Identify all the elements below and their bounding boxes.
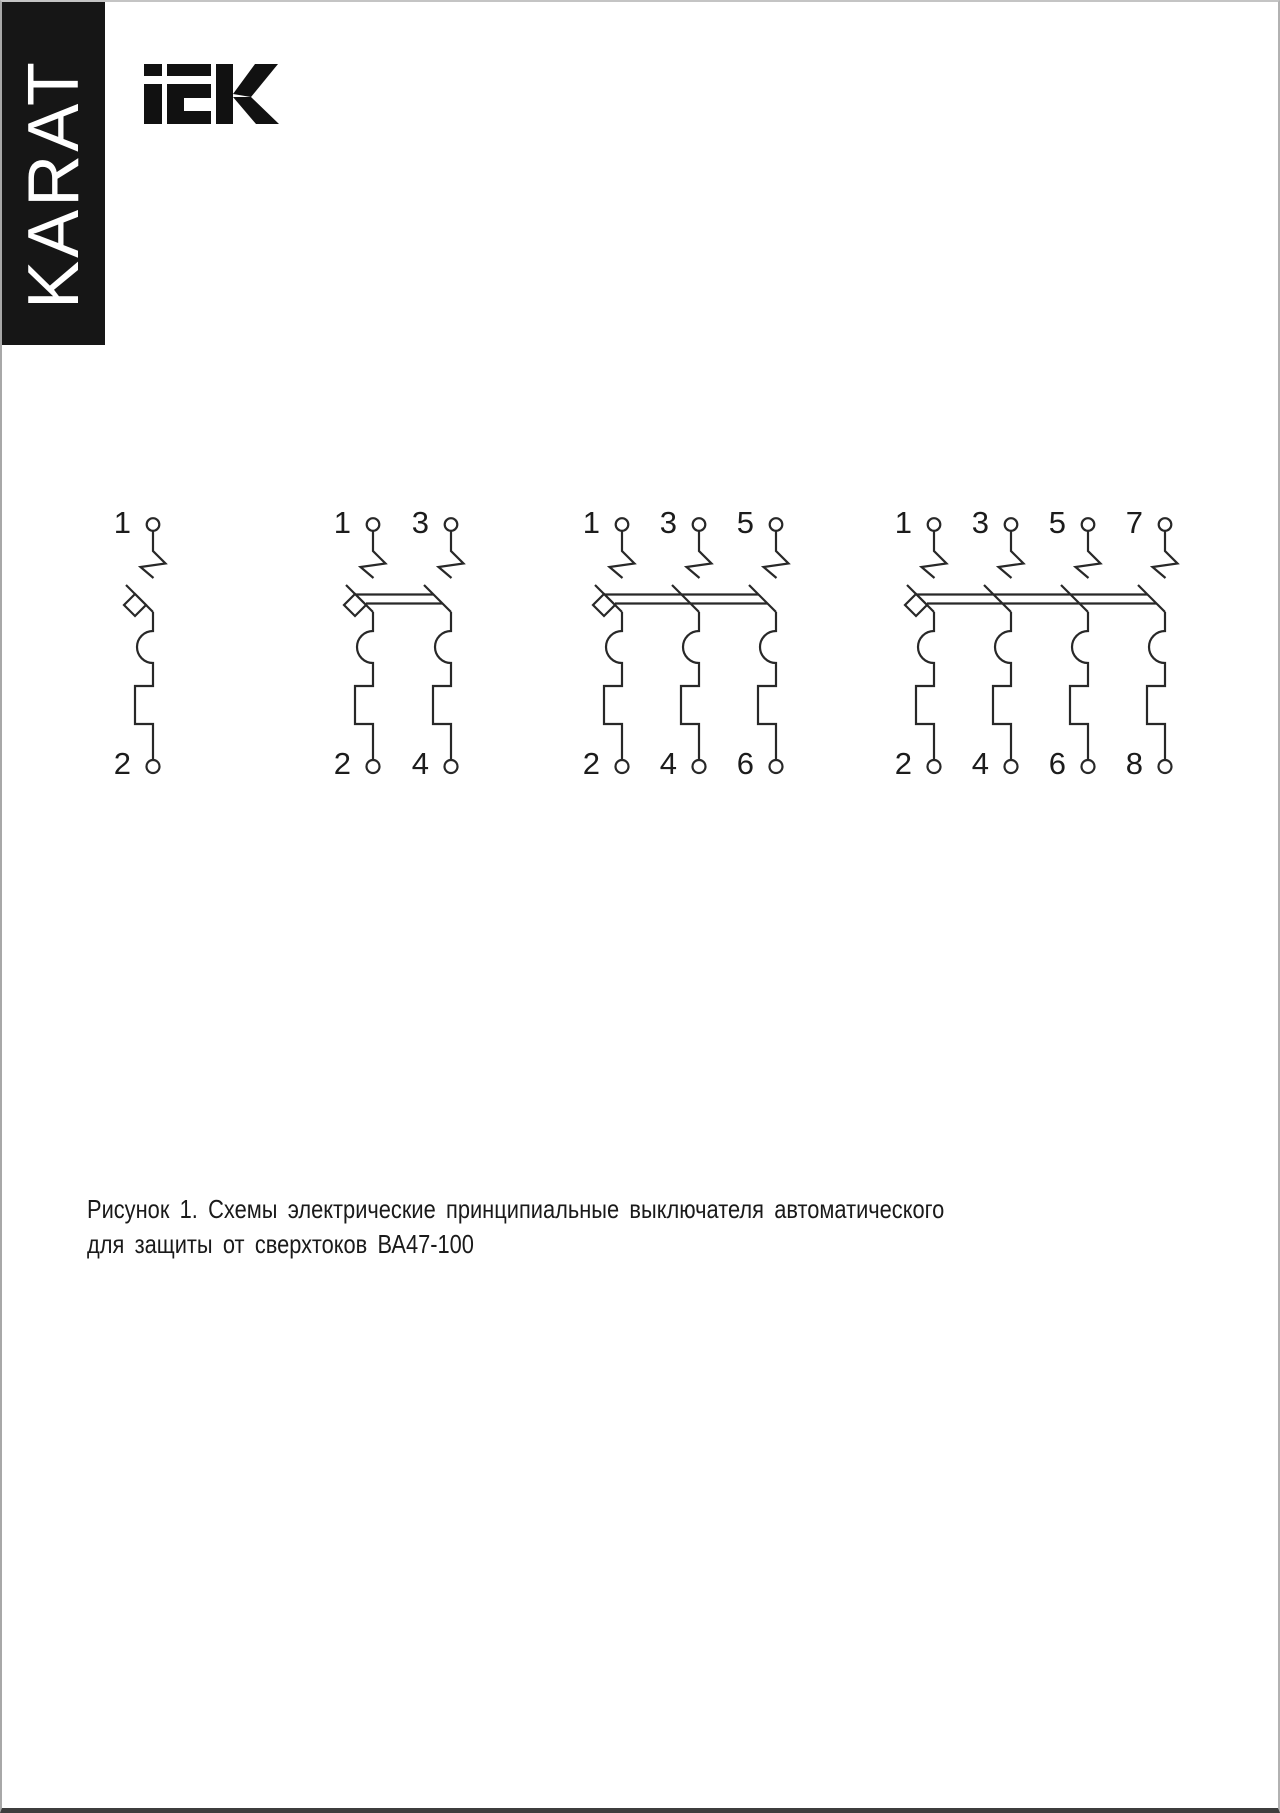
- trip-arrow-icon: [1153, 532, 1178, 579]
- terminal-label-top: 1: [333, 505, 351, 540]
- terminal-label-top: 1: [894, 505, 912, 540]
- terminal-circle-bottom: [367, 760, 380, 773]
- terminal-label-bottom: 2: [113, 746, 131, 781]
- release-elements-path: [135, 612, 153, 760]
- iek-logo-icon: [144, 60, 280, 126]
- breaker-pole: [737, 505, 789, 781]
- terminal-label-bottom: 2: [333, 746, 351, 781]
- release-elements-path: [916, 612, 934, 760]
- schematic-1-pole: [114, 505, 166, 781]
- terminal-label-bottom: 6: [1048, 746, 1066, 781]
- terminal-label-bottom: 4: [411, 746, 429, 781]
- release-mechanism-square-icon: [905, 594, 927, 616]
- contact-blade: [1061, 585, 1088, 612]
- figure-caption-line1: Рисунок 1. Схемы электрические принципиальные выключателя автоматического: [87, 1194, 945, 1224]
- release-elements-path: [1147, 612, 1165, 760]
- terminal-label-bottom: 2: [582, 746, 600, 781]
- terminal-label-top: 1: [113, 505, 131, 540]
- terminal-label-top: 5: [736, 505, 754, 540]
- trip-arrow-icon: [764, 532, 789, 579]
- trip-arrow-icon: [439, 532, 464, 579]
- terminal-circle-top: [147, 518, 160, 531]
- breaker-pole: [972, 505, 1024, 781]
- terminal-label-top: 1: [582, 505, 600, 540]
- trip-arrow-icon: [922, 532, 947, 579]
- trip-arrow-icon: [361, 532, 386, 579]
- terminal-circle-top: [770, 518, 783, 531]
- release-elements-path: [1070, 612, 1088, 760]
- terminal-label-bottom: 6: [736, 746, 754, 781]
- contact-blade: [672, 585, 699, 612]
- figure-caption-line2: для защиты от сверхтоков ВА47-100: [87, 1229, 474, 1259]
- contact-blade: [1138, 585, 1165, 612]
- breaker-pole: [660, 505, 712, 781]
- terminal-circle-top: [693, 518, 706, 531]
- release-elements-path: [604, 612, 622, 760]
- terminal-label-top: 3: [659, 505, 677, 540]
- terminal-circle-top: [616, 518, 629, 531]
- release-elements-path: [758, 612, 776, 760]
- terminal-circle-bottom: [928, 760, 941, 773]
- schematic-2-pole: [334, 505, 464, 781]
- terminal-label-top: 3: [971, 505, 989, 540]
- terminal-circle-bottom: [1082, 760, 1095, 773]
- terminal-label-bottom: 2: [894, 746, 912, 781]
- figure-caption: [87, 1192, 944, 1262]
- release-mechanism-square-icon: [124, 594, 146, 616]
- terminal-circle-top: [1005, 518, 1018, 531]
- breaker-pole: [114, 505, 166, 781]
- terminal-circle-bottom: [1005, 760, 1018, 773]
- release-elements-path: [993, 612, 1011, 760]
- terminal-circle-bottom: [770, 760, 783, 773]
- contact-blade: [749, 585, 776, 612]
- terminal-circle-bottom: [616, 760, 629, 773]
- trip-arrow-icon: [610, 532, 635, 579]
- karat-sidebar-band: [2, 2, 105, 345]
- terminal-circle-bottom: [445, 760, 458, 773]
- trip-arrow-icon: [999, 532, 1024, 579]
- terminal-circle-top: [1082, 518, 1095, 531]
- terminal-label-bottom: 8: [1125, 746, 1143, 781]
- trip-arrow-icon: [687, 532, 712, 579]
- terminal-circle-bottom: [147, 760, 160, 773]
- terminal-label-top: 3: [411, 505, 429, 540]
- terminal-label-bottom: 4: [659, 746, 677, 781]
- breaker-pole: [895, 505, 947, 781]
- terminal-circle-top: [928, 518, 941, 531]
- release-mechanism-square-icon: [593, 594, 615, 616]
- release-mechanism-square-icon: [344, 594, 366, 616]
- contact-blade: [984, 585, 1011, 612]
- breaker-pole: [412, 505, 464, 781]
- terminal-label-top: 5: [1048, 505, 1066, 540]
- breaker-pole: [583, 505, 635, 781]
- terminal-label-top: 7: [1125, 505, 1143, 540]
- release-elements-path: [355, 612, 373, 760]
- breaker-schematics-figure: [2, 492, 1280, 812]
- breaker-pole: [1049, 505, 1101, 781]
- contact-blade: [424, 585, 451, 612]
- terminal-circle-top: [445, 518, 458, 531]
- breaker-pole: [1126, 505, 1178, 781]
- terminal-circle-top: [1159, 518, 1172, 531]
- terminal-circle-top: [367, 518, 380, 531]
- release-elements-path: [681, 612, 699, 760]
- terminal-circle-bottom: [693, 760, 706, 773]
- breaker-pole: [334, 505, 386, 781]
- brand-karat-label: KARAT: [13, 58, 94, 309]
- terminal-circle-bottom: [1159, 760, 1172, 773]
- schematic-4-pole: [895, 505, 1178, 781]
- terminal-label-bottom: 4: [971, 746, 989, 781]
- trip-arrow-icon: [141, 532, 166, 579]
- schematic-3-pole: [583, 505, 789, 781]
- trip-arrow-icon: [1076, 532, 1101, 579]
- release-elements-path: [433, 612, 451, 760]
